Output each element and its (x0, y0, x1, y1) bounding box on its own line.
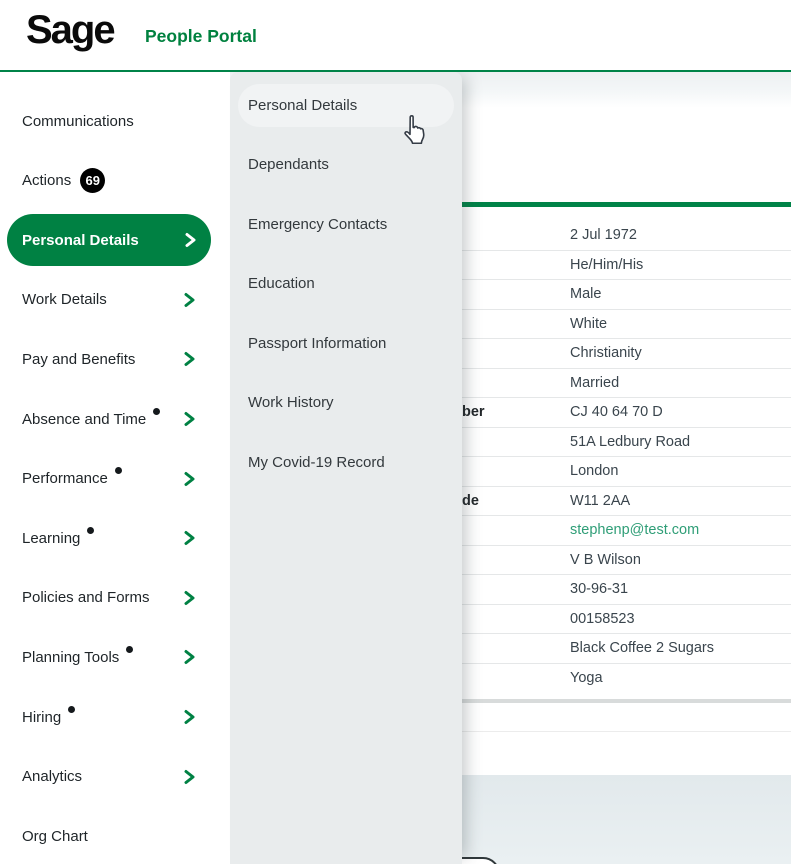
submenu-item-label: Passport Information (248, 334, 387, 352)
field-value: Married (570, 374, 620, 391)
field-value: White (570, 315, 608, 332)
submenu-item-emergency-contacts[interactable] (238, 203, 454, 246)
chevron-right-icon (184, 769, 195, 784)
field-value: 2 Jul 1972 (570, 227, 637, 244)
sidebar-item-hiring[interactable] (0, 697, 230, 737)
sidebar-item-label: Analytics (22, 768, 83, 786)
sidebar-item-label: Org Chart (22, 827, 88, 845)
sidebar-item-analytics[interactable] (0, 757, 230, 797)
sidebar-item-work-details[interactable] (0, 280, 230, 320)
sage-logo: Sage (26, 8, 114, 52)
sidebar-item-learning[interactable] (0, 518, 230, 558)
chevron-right-icon (184, 292, 195, 307)
field-label-fragment: ber (462, 404, 485, 421)
new-indicator-dot (68, 706, 75, 713)
submenu-item-label: Personal Details (248, 96, 358, 114)
submenu-item-label: Work History (248, 394, 334, 412)
sidebar-item-planning-tools[interactable] (0, 637, 230, 677)
sidebar-item-label: Communications (22, 112, 134, 130)
chevron-right-icon (184, 531, 195, 546)
submenu-item-label: Education (248, 275, 315, 293)
sidebar-item-absence-and-time[interactable] (0, 399, 230, 439)
field-value: Yoga (570, 669, 603, 686)
submenu-item-passport-information[interactable] (238, 322, 454, 365)
submenu-item-personal-details[interactable] (238, 84, 454, 127)
sidebar-item-label: Absence and Time (22, 410, 147, 428)
sidebar-item-label: Work Details (22, 291, 107, 309)
field-value: Christianity (570, 345, 642, 362)
field-value: V B Wilson (570, 551, 641, 568)
app-header (0, 0, 791, 72)
chevron-right-icon (184, 710, 195, 725)
personal-details-submenu (230, 72, 462, 864)
actions-count-badge: 69 (80, 168, 105, 193)
field-value: Black Coffee 2 Sugars (570, 640, 715, 657)
submenu-item-dependants[interactable] (238, 143, 454, 186)
new-indicator-dot (153, 408, 160, 415)
submenu-item-work-history[interactable] (238, 381, 454, 424)
sidebar-item-label: Policies and Forms (22, 589, 150, 607)
sidebar (0, 72, 230, 864)
sidebar-item-label: Actions (22, 172, 72, 190)
submenu-item-label: My Covid-19 Record (248, 453, 385, 471)
submenu-item-label: Emergency Contacts (248, 215, 388, 233)
sidebar-item-pay-and-benefits[interactable] (0, 339, 230, 379)
submenu-item-my-covid-19-record[interactable] (238, 441, 454, 484)
chevron-right-icon (184, 412, 195, 427)
sidebar-item-label: Performance (22, 470, 108, 488)
sidebar-item-actions[interactable] (0, 161, 230, 201)
app-title[interactable]: People Portal (145, 26, 257, 46)
email-link[interactable]: stephenp@test.com (570, 522, 700, 539)
field-value: 00158523 (570, 610, 635, 627)
chevron-right-icon (184, 650, 195, 665)
chevron-right-icon (184, 352, 195, 367)
field-value: 30-96-31 (570, 581, 629, 598)
sidebar-item-performance[interactable] (0, 459, 230, 499)
submenu-item-education[interactable] (238, 262, 454, 305)
field-value: 51A Ledbury Road (570, 433, 691, 450)
new-indicator-dot (126, 646, 133, 653)
sidebar-item-label: Planning Tools (22, 648, 120, 666)
sidebar-item-personal-details[interactable] (7, 214, 211, 266)
field-value: Male (570, 286, 602, 303)
field-label-fragment: de (462, 492, 479, 509)
new-indicator-dot (115, 467, 122, 474)
chevron-right-icon (184, 590, 195, 605)
field-value: London (570, 463, 619, 480)
submenu-item-label: Dependants (248, 156, 329, 174)
sidebar-item-label: Hiring (22, 708, 62, 726)
field-value: CJ 40 64 70 D (570, 404, 663, 421)
field-value: He/Him/His (570, 256, 644, 273)
sidebar-item-label: Learning (22, 529, 81, 547)
sidebar-item-org-chart[interactable] (0, 816, 230, 856)
field-value: W11 2AA (570, 492, 631, 509)
sidebar-item-policies-and-forms[interactable] (0, 578, 230, 618)
sidebar-item-label: Pay and Benefits (22, 350, 136, 368)
sidebar-item-label: Personal Details (22, 231, 139, 249)
chevron-right-icon (185, 233, 196, 248)
chevron-right-icon (184, 471, 195, 486)
new-indicator-dot (87, 527, 94, 534)
sidebar-item-communications[interactable] (0, 101, 230, 141)
